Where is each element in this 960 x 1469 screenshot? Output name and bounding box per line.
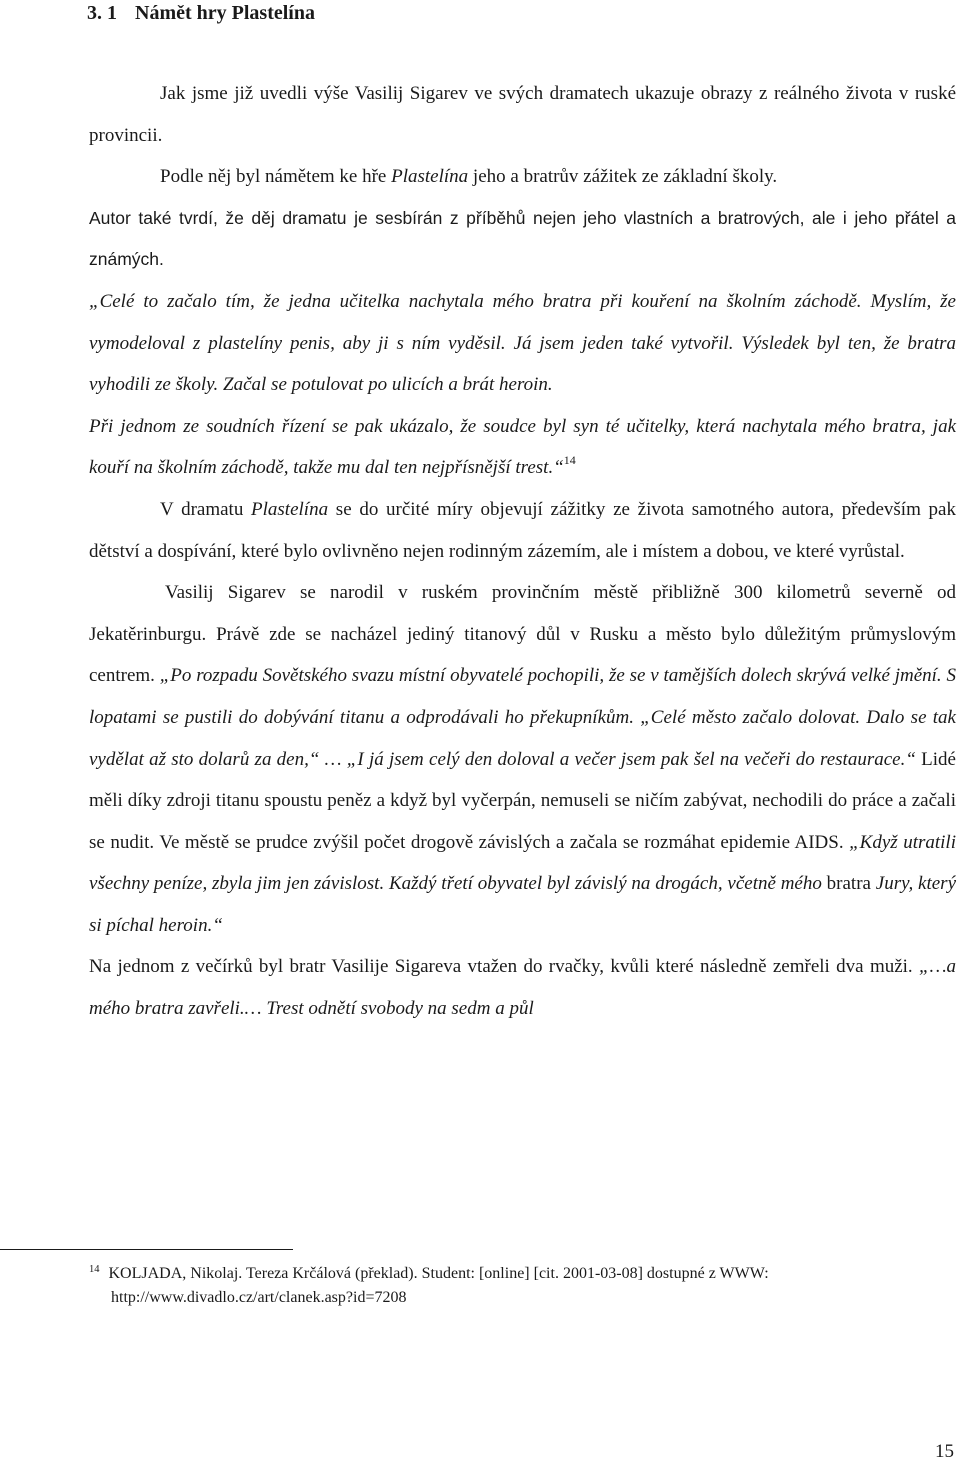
biography-quote-2: „Když utratili všechny peníze, zbyla jim jen závislost. Každý třetí obyvatel byl závislý na drogách, včetně mého (89, 831, 956, 895)
page-number: 15 (935, 1441, 954, 1462)
paragraph-theme-text-end: jeho a bratrův zážitek ze základní školy. (468, 166, 778, 188)
quote-text-1: „Celé to začalo tím, že jedna učitelka nachytala mého bratra při kouření na školním záchodě. Myslím, že vymodeloval z plastelíny penis, aby ji s ním vyděsil. Já jsem jeden také vytvořil. Výsledek byl ten, že bratra vyhodili ze školy. Začal se potulovat po ulicích a brát heroin. (89, 290, 956, 396)
paragraph-author (89, 198, 956, 281)
footnote (89, 1258, 956, 1310)
paragraph-brawl (89, 946, 956, 1029)
brawl-text: Na jednom z večírků byl bratr Vasilije Sigareva vtažen do rvačky, kvůli které následně zemřeli dva muži. (89, 956, 920, 978)
footnote-divider (0, 1249, 293, 1250)
footnote-text: KOLJADA, Nikolaj. Tereza Krčálová (překlad). Student: [online] [cit. 2001-03-08] dostupné z WWW: (108, 1265, 769, 1282)
quote-block-2 (89, 406, 956, 489)
footnote-line (89, 1258, 956, 1286)
paragraph-intro (89, 73, 956, 156)
section-heading (87, 0, 315, 26)
paragraph-theme (89, 156, 956, 198)
body-text (89, 73, 956, 1030)
section-number: 3. 1 (87, 2, 117, 24)
biography-text-3: bratra (826, 873, 871, 895)
biography-text-2: Lidé měli díky zdroji titanu spoustu peněz a když byl vyčerpán, nemuseli se ničím zabývat, nechodili do práce a začali se nudit. Ve městě se prudce zvýšil počet drogově závislých a začala se rozmáhat epidemie AIDS. (89, 748, 956, 853)
quote-text-2: Při jednom ze soudních řízení se pak ukázalo, že soudce byl syn té učitelky, která nachytala mého bratra, jak kouří na školním záchodě, takže mu dal ten nejpřísnější trest.“ (89, 415, 956, 479)
footnote-number: 14 (89, 1264, 100, 1275)
biography-text: Vasilij Sigarev se narodil v ruském provinčním městě přibližně 300 kilometrů severně od Jekatěrinburgu. Právě zde se nacházel jediný titanový důl v Rusku a město bylo důležitým průmyslovým centrem. (89, 582, 956, 687)
footnote-ref: 14 (563, 453, 576, 468)
section-title: Námět hry Plastelína (135, 2, 315, 24)
biography-quote-3: Jury, který si píchal heroin.“ (89, 873, 956, 936)
play-title-2: Plastelína (251, 498, 329, 520)
brawl-quote: „…a mého bratra zavřeli.… Trest odnětí svobody na sedm a půl (89, 956, 956, 1020)
paragraph-theme-text: Podle něj byl námětem ke hře (160, 166, 392, 188)
paragraph-biography (89, 572, 956, 946)
quote-block (89, 281, 956, 406)
paragraph-drama-text-end: se do určité míry objevují zážitky ze života samotného autora, především pak dětství a dospívání, které bylo ovlivněno nejen rodinným zázemím, ale i místem a dobou, ve které vyrůstal. (89, 498, 956, 562)
paragraph-intro-text: Jak jsme již uvedli výše Vasilij Sigarev ve svých dramatech ukazuje obrazy z reálného života v ruské provincii. (89, 83, 956, 146)
paragraph-author-text: Autor také tvrdí, že děj dramatu je sesbírán z příběhů nejen jeho vlastních a bratrových, ale i jeho přátel a známých. (89, 207, 956, 270)
paragraph-drama-text: V dramatu (160, 498, 252, 520)
paragraph-drama (89, 489, 956, 572)
footnote-url: http://www.divadlo.cz/art/clanek.asp?id=7208 (111, 1289, 407, 1306)
play-title: Plastelína (391, 166, 469, 188)
biography-quote-1: „Po rozpadu Sovětského svazu místní obyvatelé pochopili, že se v tamějších dolech skrývá velké jmění. S lopatami se pustili do dobývání titanu a odprodávali ho překupníkům. „Celé město začalo dolovat. Dalo se tak vydělat až sto dolarů za den,“ … „I já jsem celý den doloval a večer jsem pak šel na večeři do restaurace.“ (89, 665, 956, 770)
